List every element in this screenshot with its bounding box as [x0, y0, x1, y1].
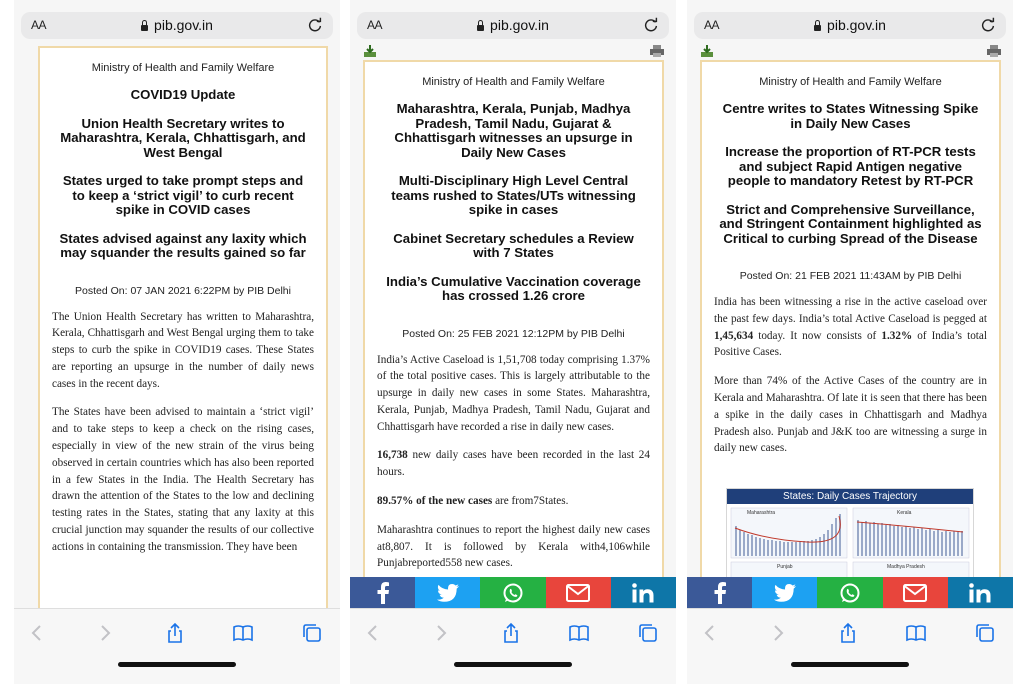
address-bar[interactable] — [694, 12, 1006, 39]
chart-panels — [727, 504, 973, 579]
url-label: pib.gov.in — [827, 17, 886, 33]
headline: States urged to take prompt steps and to keep a ‘strict vigil’ to curb recent spike in COVID cases — [62, 173, 304, 217]
paragraph-text: of India’s total Positive Cases. — [714, 329, 987, 359]
bold-figure: 1,45,634 — [714, 329, 754, 342]
paragraph-text: India has been witnessing a rise in the active caseload over the past few days. India’s total Active Caseload is pegged at — [714, 296, 987, 325]
linkedin-share-button[interactable] — [611, 577, 676, 608]
daily-cases-chart-image — [726, 488, 974, 580]
share-icon[interactable] — [837, 622, 859, 644]
email-share-button[interactable] — [546, 577, 611, 608]
email-icon — [566, 584, 590, 602]
reader-aa-button[interactable]: AA — [704, 18, 720, 32]
share-icon[interactable] — [164, 622, 186, 644]
url-text[interactable] — [694, 17, 1006, 33]
phone-screen-1 — [14, 0, 340, 684]
forward-icon[interactable] — [94, 622, 116, 644]
article-body — [714, 294, 987, 457]
print-icon[interactable] — [650, 45, 664, 57]
whatsapp-icon — [839, 582, 861, 604]
paragraph: The States have been advised to maintain a ‘strict vigil’ and to take steps to keep a check on the rising cases, especially in view of the new strain of the virus being observed in certain countries which has also been reported in a few States in the India. The Health Secretary has drawn the attention of the States to the low and declining testing rates in the States, stating that any laxity at this crucial junction may squander the results of our collective actions in containing the transmission. They have been — [52, 406, 314, 553]
bookmarks-icon[interactable] — [232, 622, 254, 644]
tabs-icon[interactable] — [637, 622, 659, 644]
headline: Cabinet Secretary schedules a Review with 7 States — [393, 230, 634, 260]
headline: Union Health Secretary writes to Maharashtra, Kerala, Chhattisgarh, and West Bengal — [60, 115, 306, 160]
lock-icon — [141, 25, 148, 31]
reader-aa-button[interactable]: AA — [31, 18, 47, 32]
url-text[interactable] — [357, 17, 669, 33]
paragraph-text: new daily cases have been recorded in the last 24 hours. — [377, 449, 650, 479]
home-indicator — [454, 662, 572, 667]
facebook-icon — [713, 582, 727, 604]
print-icon[interactable] — [987, 45, 1001, 57]
reader-aa-button[interactable]: AA — [367, 18, 383, 32]
linkedin-icon — [969, 583, 991, 603]
headline: States advised against any laxity which may squander the results gained so far — [59, 230, 307, 260]
url-label: pib.gov.in — [154, 17, 213, 33]
tabs-icon[interactable] — [974, 622, 996, 644]
press-release-page — [38, 46, 328, 608]
linkedin-icon — [632, 583, 654, 603]
whatsapp-share-button[interactable] — [480, 577, 545, 608]
paragraph: More than 74% of the Active Cases of the country are in Kerala and Maharashtra. Of late it is seen that there has been a spike in the daily cases in Chhattisgarh and Madhya Pradesh also. Punjab and J&K too are witnessing a surge in daily new cases. — [714, 375, 987, 455]
reload-icon[interactable] — [306, 16, 324, 34]
paragraph-text: are from7States. — [492, 495, 569, 508]
forward-icon[interactable] — [767, 622, 789, 644]
url-text[interactable] — [21, 17, 333, 33]
headline: India’s Cumulative Vaccination coverage has crossed 1.26 crore — [386, 273, 641, 303]
twitter-icon — [437, 584, 459, 602]
ministry-name: Ministry of Health and Family Welfare — [91, 62, 275, 74]
panel-label: Madhya Pradesh — [887, 564, 925, 570]
home-indicator — [118, 662, 236, 667]
headline: Multi-Disciplinary High Level Central teams rushed to States/UTs witnessing spike in cases — [391, 173, 636, 217]
headline: Increase the proportion of RT-PCR tests and subject Rapid Antigen negative people to mandatory Retest by RT-PCR — [725, 144, 976, 188]
lock-icon — [814, 25, 821, 31]
bookmarks-icon[interactable] — [905, 622, 927, 644]
safari-toolbar — [350, 608, 676, 684]
facebook-share-button[interactable] — [350, 577, 415, 608]
twitter-share-button[interactable] — [415, 577, 480, 608]
press-release-page — [700, 60, 1001, 584]
press-release-page — [363, 60, 664, 584]
reload-icon[interactable] — [642, 16, 660, 34]
paragraph: The Union Health Secretary has written to Maharashtra, Kerala, Chhattisgarh and West Bengal urging them to take steps to curb the spike in COVID19 cases. These States are reporting an upsurge in the number of daily news cases in the recent days. — [52, 310, 314, 390]
tabs-icon[interactable] — [301, 622, 323, 644]
whatsapp-icon — [502, 582, 524, 604]
lock-icon — [477, 25, 484, 31]
phone-screen-3 — [687, 0, 1013, 684]
back-icon[interactable] — [26, 622, 48, 644]
facebook-share-button[interactable] — [687, 577, 752, 608]
safari-toolbar — [687, 608, 1013, 684]
back-icon[interactable] — [699, 622, 721, 644]
posted-date: Posted On: 07 JAN 2021 6:22PM by PIB Delhi — [75, 284, 291, 297]
panel-label: Punjab — [777, 564, 793, 570]
paragraph-text: today. It now consists of — [753, 329, 882, 342]
paragraph: Maharashtra continues to report the highest daily new cases at8,807. It is followed by Kerala with4,106while Punjabreported558 new cases. — [377, 523, 650, 570]
safari-toolbar — [14, 608, 340, 684]
headline: Strict and Comprehensive Surveillance, and Stringent Containment highlighted as Critical to curbing Spread of the Disease — [719, 201, 982, 246]
bookmarks-icon[interactable] — [568, 622, 590, 644]
paragraph — [377, 447, 650, 481]
address-bar[interactable] — [21, 12, 333, 39]
headline: Maharashtra, Kerala, Punjab, Madhya Pradesh, Tamil Nadu, Gujarat & Chhattisgarh witnesses an upsurge in Daily New Cases — [394, 101, 633, 160]
article-body — [377, 352, 650, 573]
article-body — [52, 309, 314, 556]
posted-date: Posted On: 25 FEB 2021 12:12PM by PIB Delhi — [402, 327, 625, 340]
linkedin-share-button[interactable] — [948, 577, 1013, 608]
twitter-share-button[interactable] — [752, 577, 817, 608]
panel-label: Maharashtra — [747, 510, 776, 516]
bold-figure: 89.57% of the new cases — [377, 495, 493, 508]
share-bar — [687, 577, 1013, 608]
paragraph — [377, 493, 650, 510]
forward-icon[interactable] — [430, 622, 452, 644]
address-bar[interactable] — [357, 12, 669, 39]
twitter-icon — [774, 584, 796, 602]
email-icon — [903, 584, 927, 602]
posted-date: Posted On: 21 FEB 2021 11:43AM by PIB Delhi — [739, 270, 962, 282]
share-icon[interactable] — [500, 622, 522, 644]
bold-figure: 1.32% — [881, 329, 913, 342]
whatsapp-share-button[interactable] — [817, 577, 882, 608]
headline: Centre writes to States Witnessing Spike in Daily New Cases — [722, 101, 979, 131]
bold-figure: 16,738 — [377, 449, 408, 462]
page-tools — [687, 44, 1013, 58]
reload-icon[interactable] — [979, 16, 997, 34]
back-icon[interactable] — [362, 622, 384, 644]
facebook-icon — [376, 582, 390, 604]
page-tools — [350, 44, 676, 58]
home-indicator — [791, 662, 909, 667]
email-share-button[interactable] — [883, 577, 948, 608]
download-icon[interactable] — [363, 44, 377, 58]
url-label: pib.gov.in — [490, 17, 549, 33]
share-bar — [350, 577, 676, 608]
phone-screen-2 — [350, 0, 676, 684]
panel-label: Kerala — [897, 510, 912, 516]
ministry-name: Ministry of Health and Family Welfare — [759, 76, 942, 88]
chart-title: States: Daily Cases Trajectory — [727, 489, 973, 504]
headline: COVID19 Update — [130, 87, 236, 102]
download-icon[interactable] — [700, 44, 714, 58]
ministry-name: Ministry of Health and Family Welfare — [422, 76, 605, 88]
paragraph — [714, 294, 987, 361]
paragraph: India’s Active Caseload is 1,51,708 today comprising 1.37% of the total positive cases. This is largely attributable to the upsurge in daily new cases in some States. Maharashtra, Kerala, Punjab, Madhya Pradesh, Tamil Nadu, Gujarat and Chhattisgarh have recorded a rise in daily new cases. — [377, 353, 650, 433]
